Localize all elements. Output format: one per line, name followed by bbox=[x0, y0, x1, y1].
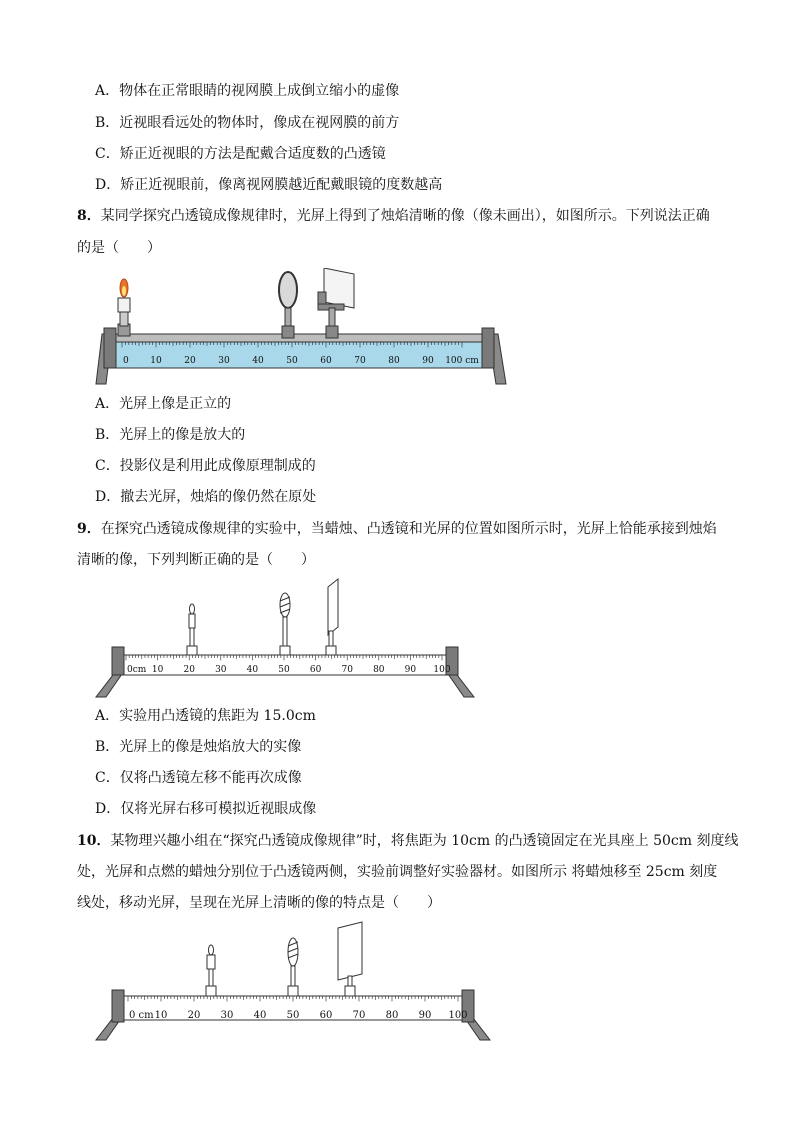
q7-option-d: D．矫正近视眼前，像离视网膜越近配戴眼镜的度数越高 bbox=[95, 177, 443, 193]
q8-stem bbox=[77, 206, 710, 226]
q9-option-d: D．仅将光屏右移可模拟近视眼成像 bbox=[95, 801, 317, 817]
ruler-label: 50 bbox=[286, 1010, 300, 1021]
q8-option-d: D．撤去光屏，烛焰的像仍然在原处 bbox=[95, 489, 317, 505]
q8-screen bbox=[318, 268, 354, 338]
ruler-label: 70 bbox=[354, 356, 366, 366]
q9-option-b: B．光屏上的像是烛焰放大的实像 bbox=[95, 739, 302, 755]
q9-stem-line2: 清晰的像，下列判断正确的是（ ） bbox=[77, 552, 315, 568]
ruler-label: 20 bbox=[183, 665, 195, 675]
q9-screen bbox=[326, 579, 338, 655]
ruler-label: 90 bbox=[418, 1010, 432, 1021]
q9-lens bbox=[280, 593, 290, 655]
q9-optical-bench-figure bbox=[94, 575, 476, 701]
ruler-label: 100 bbox=[448, 1010, 468, 1021]
ruler-label: 20 bbox=[187, 1010, 201, 1021]
q10-left-end bbox=[112, 990, 124, 1022]
q8-rail bbox=[116, 334, 482, 342]
ruler-label: 100 bbox=[433, 665, 451, 675]
q7-option-b: B．近视眼看远处的物体时，像成在视网膜的前方 bbox=[95, 115, 400, 131]
ruler-label: 40 bbox=[253, 1010, 267, 1021]
ruler-label: 0 cm bbox=[129, 1010, 154, 1021]
q10-stem-line3: 线处，移动光屏，呈现在光屏上清晰的像的特点是（ ） bbox=[77, 895, 441, 911]
q7-option-c: C．矫正近视眼的方法是配戴合适度数的凸透镜 bbox=[95, 146, 386, 162]
q8-option-c: C．投影仪是利用此成像原理制成的 bbox=[95, 458, 316, 474]
q10-lens bbox=[288, 938, 298, 996]
ruler-label: 60 bbox=[309, 665, 322, 675]
q8-stem-line2: 的是（ ） bbox=[77, 240, 161, 256]
q10-candle bbox=[206, 945, 216, 996]
q8-left-end bbox=[104, 328, 116, 368]
q8-option-b: B．光屏上的像是放大的 bbox=[95, 427, 246, 443]
q10-stem bbox=[77, 831, 738, 851]
ruler-label: 60 bbox=[320, 356, 332, 366]
q8-stem-line1: 某同学探究凸透镜成像规律时，光屏上得到了烛焰清晰的像（像未画出），如图所示。下列说法正确 bbox=[100, 208, 710, 224]
ruler-label: 40 bbox=[252, 356, 264, 366]
ruler-label: 70 bbox=[352, 1010, 366, 1021]
ruler-label: 10 bbox=[154, 1010, 168, 1021]
q9-option-c: C．仅将凸透镜左移不能再次成像 bbox=[95, 770, 302, 786]
q8-lens bbox=[279, 272, 297, 338]
ruler-label: 30 bbox=[218, 356, 230, 366]
ruler-label: 0cm bbox=[127, 665, 147, 675]
q10-screen bbox=[338, 922, 362, 996]
ruler-label: 20 bbox=[184, 356, 196, 366]
q10-optical-bench-figure bbox=[94, 918, 494, 1042]
q10-number: 10． bbox=[77, 833, 111, 849]
ruler-label: 10 bbox=[151, 665, 164, 675]
q10-stem-line2: 处，光屏和点燃的蜡烛分别位于凸透镜两侧，实验前调整好实验器材。如图所示 将蜡烛移至 25cm 刻度 bbox=[77, 864, 718, 880]
q9-stem-line1: 在探究凸透镜成像规律的实验中，当蜡烛、凸透镜和光屏的位置如图所示时，光屏上恰能承接到烛焰 bbox=[100, 521, 717, 537]
ruler-label: 10 bbox=[150, 356, 162, 366]
ruler-label: 50 bbox=[278, 665, 290, 675]
ruler-label: 80 bbox=[388, 356, 400, 366]
q9-candle bbox=[187, 604, 197, 655]
ruler-label: 80 bbox=[373, 665, 385, 675]
q9-stem bbox=[77, 519, 717, 539]
q10-stem-line1: 某物理兴趣小组在“探究凸透镜成像规律”时，将焦距为 10cm 的凸透镜固定在光具座上 50cm 刻度线 bbox=[110, 833, 739, 849]
ruler-label: 40 bbox=[246, 665, 259, 675]
ruler-label: 100 cm bbox=[445, 356, 479, 366]
ruler-label: 70 bbox=[341, 665, 353, 675]
ruler-label: 90 bbox=[422, 356, 434, 366]
q9-number: 9． bbox=[77, 521, 101, 537]
q8-option-a: A．光屏上像是正立的 bbox=[95, 396, 232, 412]
q7-option-a: A．物体在正常眼睛的视网膜上成倒立缩小的虚像 bbox=[95, 83, 400, 99]
ruler-label: 90 bbox=[404, 665, 417, 675]
ruler-label: 30 bbox=[220, 1010, 234, 1021]
q8-number: 8． bbox=[77, 208, 101, 224]
ruler-label: 0 bbox=[123, 356, 129, 366]
q8-candle bbox=[118, 279, 130, 336]
q9-left-end bbox=[112, 647, 124, 675]
q8-right-end bbox=[482, 328, 494, 368]
ruler-label: 50 bbox=[286, 356, 298, 366]
q9-option-a: A．实验用凸透镜的焦距为 15.0cm bbox=[95, 708, 316, 724]
ruler-label: 80 bbox=[385, 1010, 399, 1021]
ruler-label: 60 bbox=[319, 1010, 333, 1021]
q8-optical-bench-figure bbox=[92, 268, 512, 388]
ruler-label: 30 bbox=[215, 665, 227, 675]
